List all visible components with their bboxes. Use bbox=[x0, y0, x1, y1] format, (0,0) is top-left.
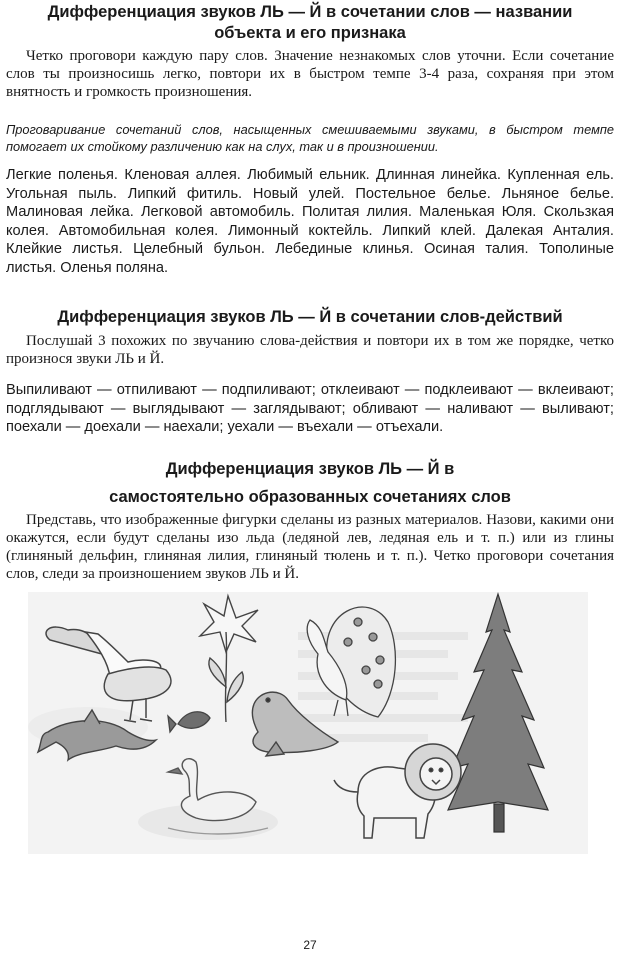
section1-note: Проговаривание сочетаний слов, насыщенных смешиваемыми звуками, в быстром темпе помогает их стойкому различению как на слух, так и в произношении. bbox=[6, 122, 614, 154]
section3-instruction: Представь, что изображенные фигурки сделаны из разных материалов. Назови, какими они окажутся, если будут сделаны изо льда (ледяной лев, ледяная ель и т. п.) или из глины (глиняный дельфин, глиняная лилия, глиняный тюлень и т. п.). Четко проговори сочетания слов, следи за произношением звуков ЛЬ и Й. bbox=[6, 512, 614, 582]
section1-word-list: Легкие поленья. Кленовая аллея. Любимый ельник. Длинная линейка. Купленная ель. Угольная пыль. Липкий фитиль. Новый улей. Постельное белье. Льняное белье. Малиновая лейка. Легковой автомобиль. Политая лилия. Маленькая Юля. Скользкая колея. Автомобильная колея. Лимонный коктейль. Липкий клей. Далекая Анталия. Клейкие листья. Целебный бульон. Лебединые клинья. Осиная талия. Тополиные листья. Оленья поляна. bbox=[6, 167, 614, 276]
section3-heading-line2: самостоятельно образованных сочетаниях слов bbox=[109, 488, 511, 506]
section1-heading bbox=[6, 2, 614, 44]
section1-heading-line1: Дифференциация звуков ЛЬ — Й в сочетании слов — названии bbox=[47, 3, 573, 21]
section2-word-list: Выпиливают — отпиливают — подпиливают; отклеивают — подклеивают — вклеивают; подглядывают — выглядывают — заглядывают; обливают — наливают — выливают; поехали — доехали — наехали; уехали — въехали — отъехали. bbox=[6, 382, 614, 436]
section2-instruction: Послушай 3 похожих по звучанию слова-действия и повтори их в том же порядке, четко произнося звуки ЛЬ и Й. bbox=[6, 333, 614, 367]
illustration-figures bbox=[28, 592, 588, 854]
section1-instruction: Четко проговори каждую пару слов. Значение незнакомых слов уточни. Если сочетание слов ты произносишь легко, повтори их в быстром темпе 3-4 раза, сохраняя при этом внятность и громкость произношения. bbox=[6, 48, 614, 100]
section3-heading-line1: Дифференциация звуков ЛЬ — Й в bbox=[165, 460, 455, 478]
section1-heading-line2: объекта и его признака bbox=[214, 24, 406, 42]
page-number: 27 bbox=[303, 938, 317, 952]
section2-heading: Дифференциация звуков ЛЬ — Й в сочетании слов-действий bbox=[57, 308, 563, 326]
